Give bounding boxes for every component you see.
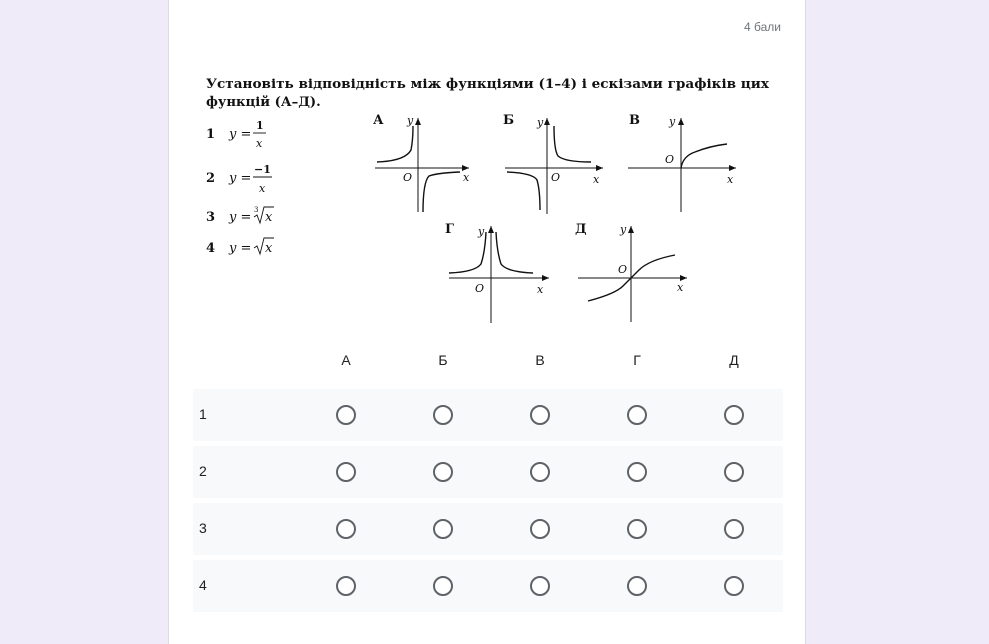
graph-g-y-label: y xyxy=(478,225,485,238)
points-label: 4 бали xyxy=(744,20,781,34)
function-3-lhs: y = xyxy=(229,210,252,225)
graph-d xyxy=(575,222,687,322)
radio-3-b[interactable] xyxy=(433,519,453,539)
function-number-1: 1 xyxy=(206,127,216,142)
graph-b-curve-left xyxy=(507,172,540,210)
graph-v-label: В xyxy=(629,113,640,128)
row-label-1: 1 xyxy=(199,406,207,422)
radio-2-d[interactable] xyxy=(724,462,744,482)
function-2-lhs: y = xyxy=(229,171,252,186)
grid-row-1 xyxy=(193,389,783,441)
function-4-radicand: x xyxy=(265,241,273,256)
radio-3-d[interactable] xyxy=(724,519,744,539)
question-card xyxy=(168,0,806,644)
graph-a-origin: O xyxy=(403,171,413,184)
radio-4-g[interactable] xyxy=(627,576,647,596)
graph-a-curve-left xyxy=(377,126,413,162)
row-label-2: 2 xyxy=(199,463,207,479)
radio-2-a[interactable] xyxy=(336,462,356,482)
graph-g-curve-left xyxy=(449,232,486,273)
radio-3-v[interactable] xyxy=(530,519,550,539)
column-label-v: В xyxy=(535,352,545,368)
radio-2-b[interactable] xyxy=(433,462,453,482)
graph-g-label: Г xyxy=(445,222,454,237)
graph-d-origin: O xyxy=(618,263,628,276)
row-label-3: 3 xyxy=(199,520,207,536)
radio-4-a[interactable] xyxy=(336,576,356,596)
function-2-numerator: −1 xyxy=(254,163,271,176)
function-1-denominator: x xyxy=(256,137,263,150)
graph-g xyxy=(445,222,549,323)
graph-v xyxy=(628,113,736,212)
graph-a-label: А xyxy=(373,113,384,128)
graph-a-y-label: y xyxy=(407,114,414,127)
radio-3-g[interactable] xyxy=(627,519,647,539)
radio-3-a[interactable] xyxy=(336,519,356,539)
column-label-b: Б xyxy=(438,352,448,368)
function-number-3: 3 xyxy=(206,210,216,225)
column-label-g: Г xyxy=(633,352,641,368)
graph-b xyxy=(503,113,603,214)
statement-line-1: Установіть відповідність між функціями (1–4) і ескізами графіків цих xyxy=(206,77,770,92)
graph-b-x-label: x xyxy=(593,173,600,186)
radio-1-g[interactable] xyxy=(627,405,647,425)
graph-a xyxy=(373,113,470,212)
radio-4-d[interactable] xyxy=(724,576,744,596)
function-3-root-index: 3 xyxy=(254,206,259,214)
statement-line-2: функцій (А–Д). xyxy=(206,95,321,110)
function-1-numerator: 1 xyxy=(256,119,264,132)
graph-d-label: Д xyxy=(575,222,587,237)
column-label-a: А xyxy=(341,352,351,368)
grid-header xyxy=(193,352,783,376)
graph-b-curve-right xyxy=(554,126,591,162)
graph-d-x-label: x xyxy=(677,281,684,294)
graph-v-y-label: y xyxy=(669,115,676,128)
graph-b-y-label: y xyxy=(537,116,544,129)
function-1-lhs: y = xyxy=(229,127,252,142)
grid-row-4 xyxy=(193,560,783,612)
function-number-2: 2 xyxy=(206,171,216,186)
radio-1-v[interactable] xyxy=(530,405,550,425)
radio-2-v[interactable] xyxy=(530,462,550,482)
radio-2-g[interactable] xyxy=(627,462,647,482)
radio-1-b[interactable] xyxy=(433,405,453,425)
row-label-4: 4 xyxy=(199,577,207,593)
graph-b-origin: O xyxy=(551,171,561,184)
task-image xyxy=(205,72,771,328)
column-label-d: Д xyxy=(729,352,739,368)
graph-g-curve-right xyxy=(496,232,533,273)
graph-d-y-label: y xyxy=(620,223,627,236)
radio-1-d[interactable] xyxy=(724,405,744,425)
graph-v-x-label: x xyxy=(727,173,734,186)
graph-v-curve xyxy=(681,144,727,168)
graph-v-origin: O xyxy=(665,153,675,166)
graph-a-x-label: x xyxy=(463,171,470,184)
function-3-radicand: x xyxy=(265,210,273,225)
graph-b-label: Б xyxy=(503,113,515,128)
graph-g-x-label: x xyxy=(537,283,544,296)
radio-1-a[interactable] xyxy=(336,405,356,425)
graph-g-origin: O xyxy=(475,282,485,295)
grid-row-2 xyxy=(193,446,783,498)
radio-4-v[interactable] xyxy=(530,576,550,596)
radio-4-b[interactable] xyxy=(433,576,453,596)
function-4-lhs: y = xyxy=(229,241,252,256)
graph-a-curve-right xyxy=(423,172,460,212)
grid-row-3 xyxy=(193,503,783,555)
function-number-4: 4 xyxy=(206,241,216,256)
function-2-denominator: x xyxy=(259,182,266,195)
